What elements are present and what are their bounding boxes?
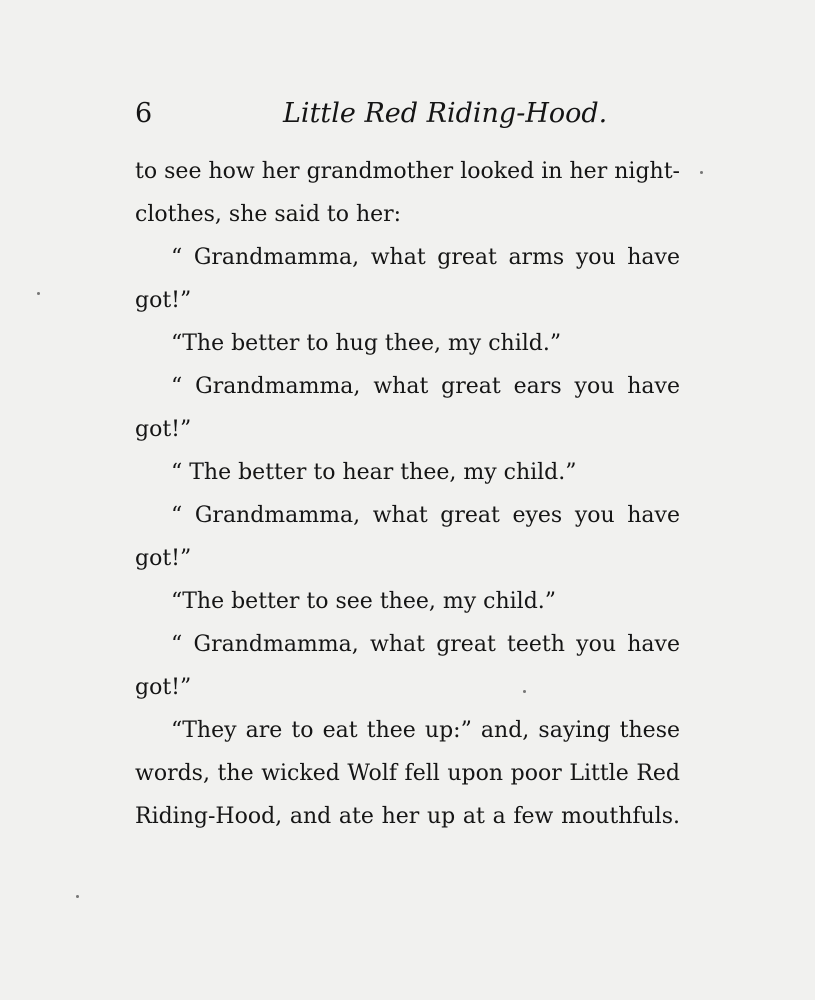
text-line: “The better to hug thee, my child.” <box>171 331 562 356</box>
text-line: words, the wicked Wolf fell upon poor Little Red <box>135 761 680 786</box>
paper-speck <box>700 171 703 174</box>
text-line: got!” <box>135 288 192 313</box>
paper-speck <box>523 690 526 693</box>
text-line: got!” <box>135 675 192 700</box>
text-line: Riding-Hood, and ate her up at a few mouthfuls. <box>135 804 680 829</box>
paper-speck <box>76 895 79 898</box>
paper-speck <box>37 292 40 295</box>
text-line: “They are to eat thee up:” and, saying these <box>171 718 680 743</box>
text-line: “The better to see thee, my child.” <box>171 589 557 614</box>
page-header <box>135 96 680 136</box>
text-line: “ The better to hear thee, my child.” <box>171 460 577 485</box>
text-line: “ Grandmamma, what great ears you have <box>171 374 680 399</box>
text-line: “ Grandmamma, what great eyes you have <box>171 503 680 528</box>
page-number: 6 <box>135 98 153 129</box>
text-line: got!” <box>135 417 192 442</box>
text-line: clothes, she said to her: <box>135 202 402 227</box>
text-line: “ Grandmamma, what great teeth you have <box>171 632 680 657</box>
text-line: “ Grandmamma, what great arms you have <box>171 245 680 270</box>
running-title: Little Red Riding-Hood. <box>283 98 608 129</box>
text-line: to see how her grandmother looked in her night- <box>135 159 680 184</box>
text-line: got!” <box>135 546 192 571</box>
